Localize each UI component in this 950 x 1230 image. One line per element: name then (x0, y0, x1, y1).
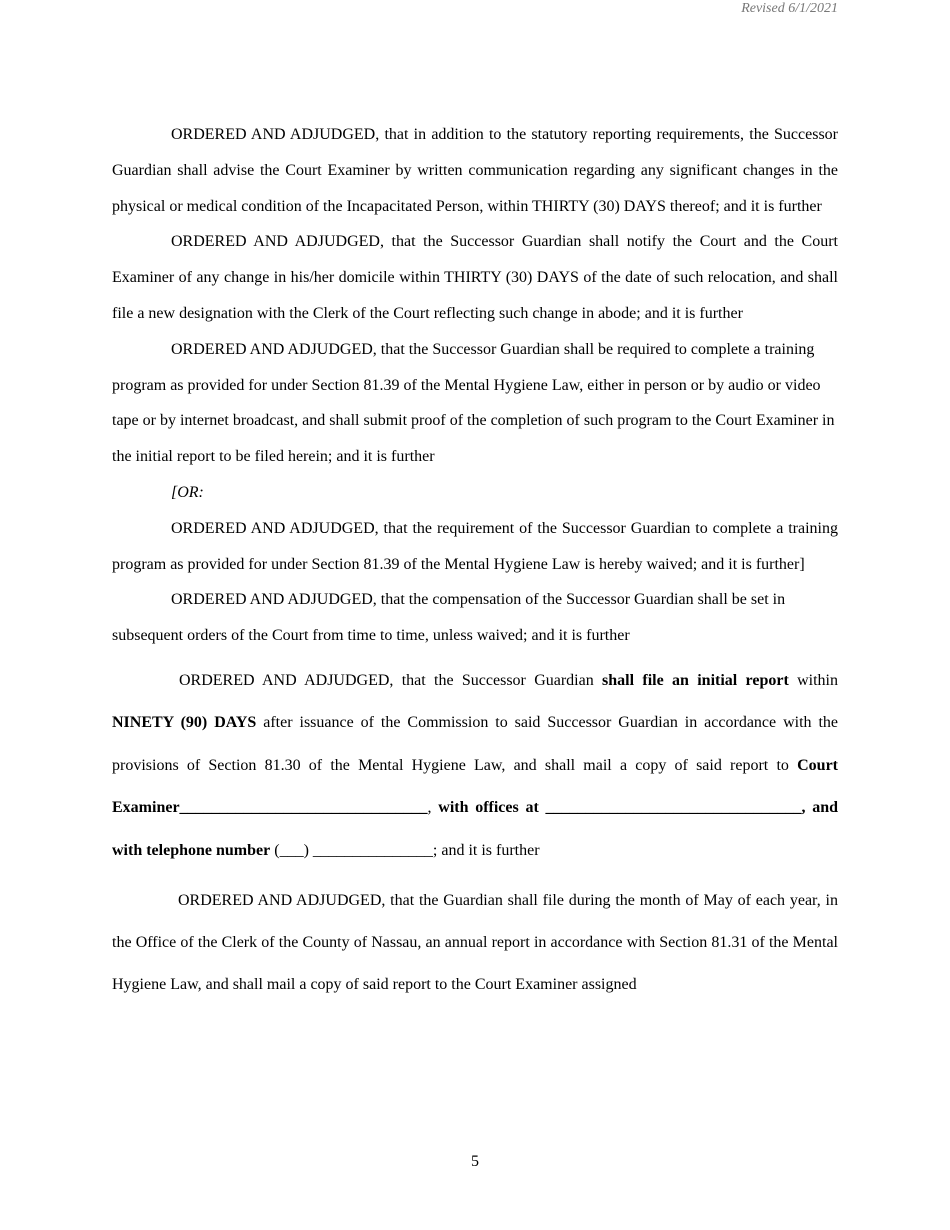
initial-report-text-1: ORDERED AND ADJUDGED, that the Successor Guardian (179, 671, 603, 689)
page-number: 5 (471, 1153, 479, 1170)
revision-date: Revised 6/1/2021 (741, 1, 838, 16)
initial-report-bold-1: shall file an initial report (602, 671, 789, 689)
paragraph-training-program: ORDERED AND ADJUDGED, that the Successor Guardian shall be required to complete a training program as provided for under Section 81.39 of the Mental Hygiene Law, either in person or by audio or video tape or by internet broadcast, and shall submit proof of the completion of such program to the Court Examiner in the initial report to be filed herein; and it is further (112, 340, 835, 466)
initial-report-text-3: after issuance of the Commission to said Successor Guardian in accordance with the provisions of Section 81.30 of the Mental Hygiene Law, and shall mail a copy of said report to (112, 714, 839, 774)
court-examiner-blank: Court Examiner_______________________________ (112, 756, 838, 817)
paragraph-initial-report (112, 660, 838, 873)
paragraph-reporting-changes: ORDERED AND ADJUDGED, that in addition to the statutory reporting requirements, the Successor Guardian shall advise the Court Examiner by written communication regarding any significant changes in the physical or medical condition of the Incapacitated Person, within THIRTY (30) DAYS thereof; and it is further (112, 126, 838, 215)
initial-report-bold-2: NINETY (90) DAYS (112, 714, 257, 732)
document-body (112, 117, 838, 1006)
offices-telephone-blank: with offices at ________________________________, and with telephone number (112, 799, 838, 859)
paragraph-annual-report: ORDERED AND ADJUDGED, that the Guardian shall file during the month of May of each year, in the Office of the Clerk of the County of Nassau, an annual report in accordance with Section 81.31 of the Mental Hygiene Law, and shall mail a copy of said report to the Court Examiner assigned (112, 892, 838, 994)
paragraph-compensation: ORDERED AND ADJUDGED, that the compensation of the Successor Guardian shall be set in subsequent orders of the Court from time to time, unless waived; and it is further (112, 591, 786, 645)
paragraph-training-waived: ORDERED AND ADJUDGED, that the requirement of the Successor Guardian to complete a training program as provided for under Section 81.39 of the Mental Hygiene Law is hereby waived; and it is further] (112, 519, 838, 573)
paragraph-domicile-change: ORDERED AND ADJUDGED, that the Successor Guardian shall notify the Court and the Court Examiner of any change in his/her domicile within THIRTY (30) DAYS of the date of such relocation, and shall file a new designation with the Clerk of the Court reflecting such change in abode; and it is further (112, 233, 838, 322)
initial-report-text-4: , (427, 799, 439, 817)
or-marker: [OR: (171, 483, 204, 501)
initial-report-text-2: within (788, 671, 839, 689)
initial-report-text-5: (___) _______________; and it is further (270, 841, 540, 859)
